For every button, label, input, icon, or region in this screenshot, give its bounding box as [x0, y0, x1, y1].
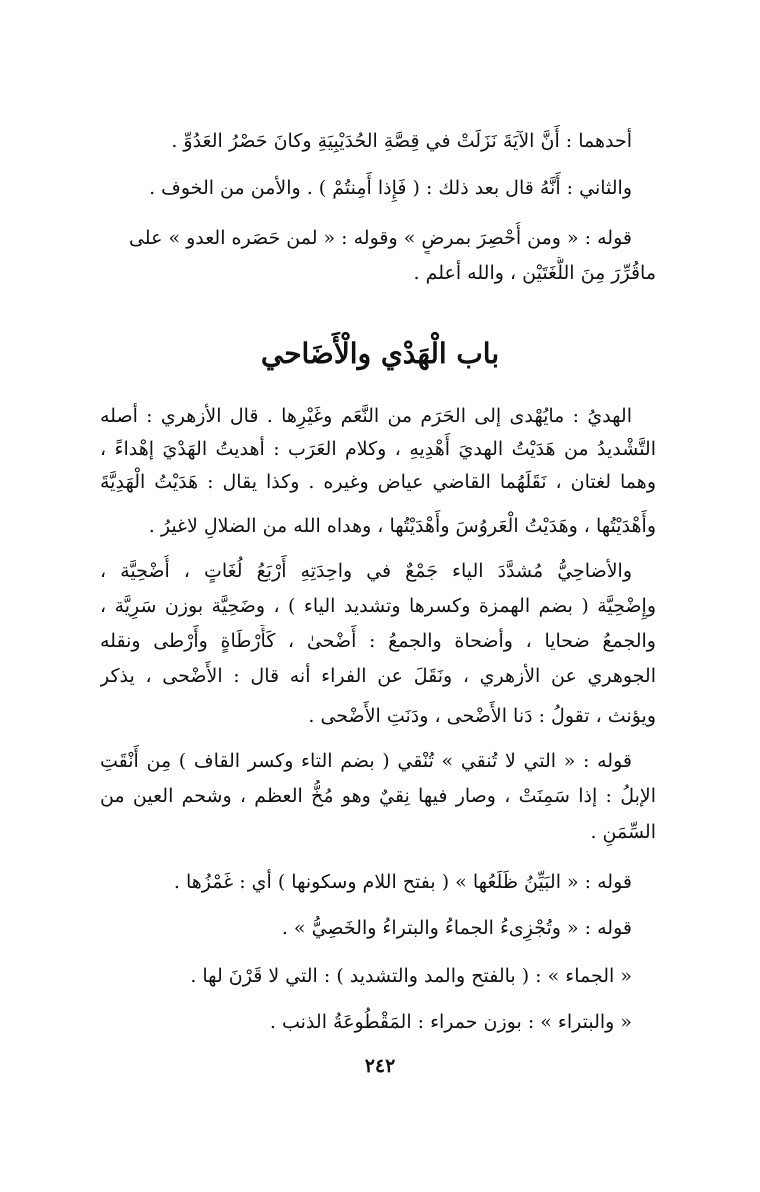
text-line: قوله : « ومن أُحْصِرَ بمرضٍ » وقوله : « لمن حَصَره العدو » على	[128, 227, 632, 249]
text-line: قوله : « وتُجْزِىءُ الجماءُ والبتراءُ والخَصِيُّ » .	[281, 917, 632, 939]
text-line: الجوهري عن الأزهري ، ونَقَلَ عن الفراء أنه قال : الأَضْحى ، يذكر	[100, 665, 656, 687]
text-line: وهما لغتان ، نَقَلَهُما القاضي عياض وغيره . وكذا يقال : هَدَيْتُ الْهَدِيَّةَ	[100, 471, 656, 493]
page-number: ٢٤٢	[364, 1055, 396, 1077]
text-line: الهديُ : مايُهْدى إلى الحَرَم من النَّعَم وغَيْرِها . قال الأزهري : أصله	[100, 405, 632, 427]
text-line: أحدهما : أَنَّ الآيَةَ نَزَلَتْ في قِصَّةِ الحُدَيْبِيَةِ وكانَ حَصْرُ العَدُوِّ .	[171, 130, 632, 152]
text-line: قوله : « التي لا تُنقي » تُنْقي ( بضم التاء وكسر القاف ) مِن أَنْقَتِ	[100, 750, 632, 772]
text-line: ويؤنث ، تقولُ : دَنا الأَضْحى ، ودَنَتِ الأَضْحى .	[308, 705, 656, 727]
text-line: قوله : « البَيِّنُ ظَلَعُها » ( بفتح اللام وسكونها ) أي : غَمْزُها .	[173, 871, 632, 893]
text-line: والجمعُ ضحايا ، وأضحاة والجمعُ : أَضْحىٰ ، كَأَرْطَاةٍ وأَرْطى ونقله	[100, 630, 656, 652]
text-line: التَّشْديدُ من هَدَيْتُ الهديَ أَهْدِيهِ ، وكلام العَرَب : أهديتُ الهَدْيَ إهْداءً ،	[100, 438, 656, 460]
text-line: والثاني : أَنَّهُ قال بعد ذلك : ( فَإِذا أَمِنتُمْ ) . والأمن من الخوف .	[149, 177, 632, 199]
text-line: الإبلُ : إذا سَمِنَتْ ، وصار فيها نِقيٌ وهو مُخُّ العظم ، وشحم العين من	[100, 785, 656, 807]
chapter-heading: باب الْهَدْي والْأَضَاحي	[260, 337, 500, 370]
text-line: « والبتراء » : بوزن حمراء : المَقْطُوعَةُ الذنب .	[269, 1011, 632, 1033]
text-line: والأضاحِيُّ مُشدَّدَ الياء جَمْعٌ في واحِدَتِهِ أَرْبَعُ لُغَاتٍ ، أُضْحِيَّة ،	[100, 560, 632, 582]
text-line: وإِضْحِيَّة ( بضم الهمزة وكسرها وتشديد الياء ) ، وضَحِيَّة بوزن سَرِيَّة ،	[100, 595, 656, 617]
text-line: « الجماء » : ( بالفتح والمد والتشديد ) : التي لا قَرْنَ لها .	[190, 965, 632, 987]
text-line: السِّمَنِ .	[590, 821, 656, 843]
text-line: وأَهْدَيْتُها ، وهَدَيْتُ الْعَروُسَ وأَهْدَيْتُها ، وهداه الله من الضلالِ لاغيرُ .	[148, 515, 656, 537]
text-line: ماقُرِّرَ مِنَ اللُّغَتَيْن ، والله أعلم .	[413, 262, 656, 284]
